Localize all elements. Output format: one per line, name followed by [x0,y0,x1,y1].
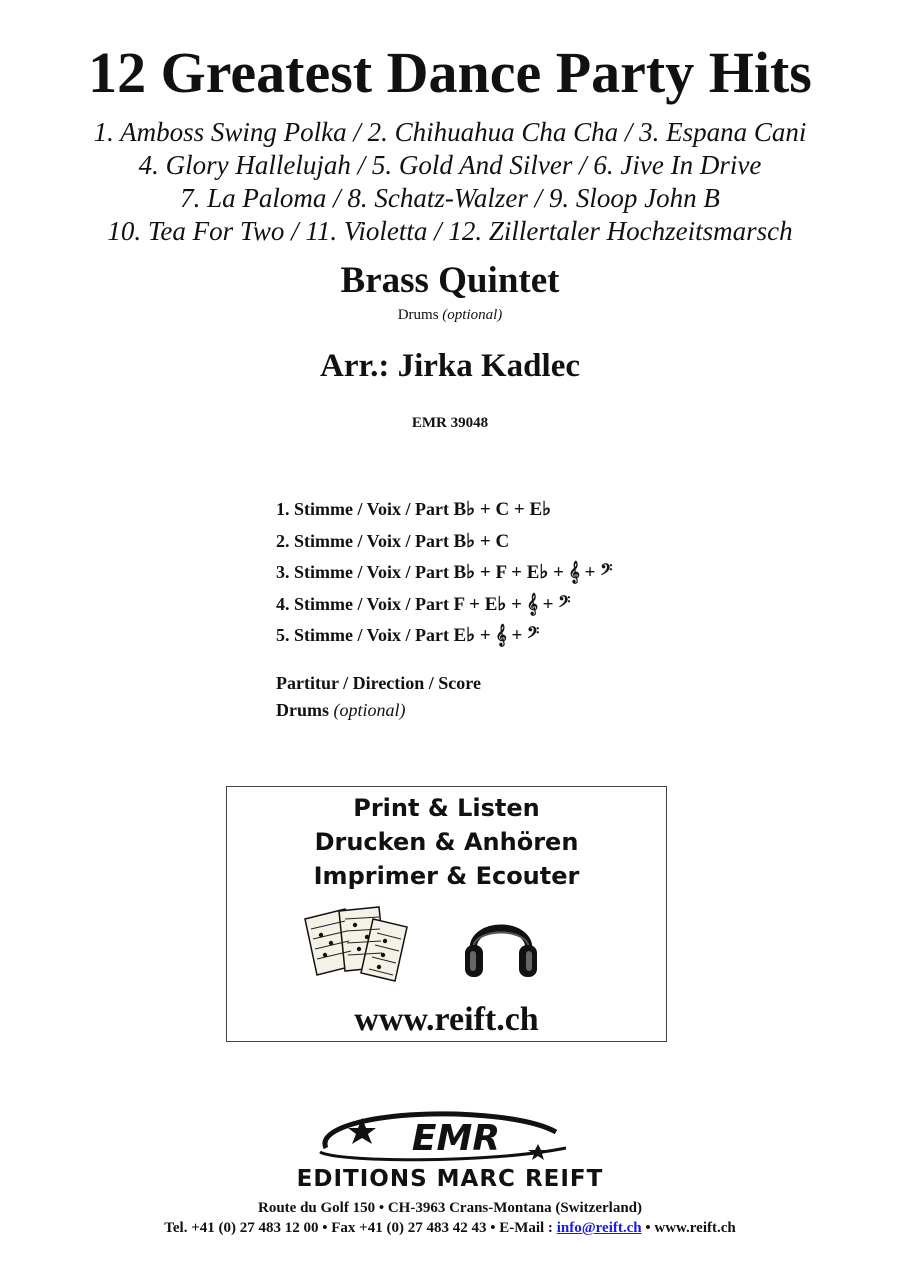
contact-line [0,1218,900,1238]
part-prefix: 4. Stimme / Voix / Part [276,593,449,614]
promo-lines [227,791,666,893]
drums-note-optional: (optional) [442,307,503,323]
part-keys: B♭ + C [453,530,510,552]
part-row [276,557,796,589]
song-list-line: 7. La Paloma / 8. Schatz-Walzer / 9. Sloop John B [180,183,720,213]
part-keys: F + E♭ + 𝄞 + 𝄢 [453,593,571,615]
part-prefix: 5. Stimme / Voix / Part [276,625,449,645]
drums-note-label: Drums [397,307,439,323]
part-keys: B♭ + C + E♭ [453,499,552,520]
catalog-number: EMR 39048 [411,415,489,431]
contact-prefix: Tel. +41 (0) 27 483 12 00 • Fax +41 (0) 27 483 42 43 • E-Mail : [164,1220,557,1236]
score-line: Partitur / Direction / Score [276,673,481,693]
song-list [0,116,900,248]
print-listen-box[interactable] [226,786,667,1042]
song-list-line: 4. Glory Hallelujah / 5. Gold And Silver / 6. Jive In Drive [138,150,762,180]
headphones-icon [463,907,539,981]
emr-logo [306,1108,596,1164]
promo-line: Drucken & Anhören [314,828,579,856]
part-keys: B♭ + F + E♭ + 𝄞 + 𝄢 [453,562,613,583]
part-prefix: 3. Stimme / Voix / Part [276,562,449,582]
page-title: 12 Greatest Dance Party Hits [88,40,812,105]
drums-line-optional: (optional) [333,700,406,720]
sheet-music-icon [299,903,419,983]
ensemble-heading: Brass Quintet [340,260,560,301]
drums-note [0,308,900,323]
promo-line: Print & Listen [353,794,540,822]
contact-suffix: • www.reift.ch [641,1220,736,1236]
part-row [276,494,796,526]
publisher-address [0,1198,900,1238]
drums-line [276,697,481,724]
promo-url[interactable]: www.reift.ch [354,1001,539,1038]
logo-text: EMR [411,1118,501,1159]
part-row [276,620,796,652]
part-prefix: 2. Stimme / Voix / Part [276,530,449,551]
publisher-name: EDITIONS MARC REIFT [296,1166,604,1192]
part-prefix: 1. Stimme / Voix / Part [276,499,449,519]
song-list-line: 10. Tea For Two / 11. Violetta / 12. Zillertaler Hochzeitsmarsch [107,216,793,246]
parts-list [276,494,796,652]
part-row [276,589,796,621]
address-line: Route du Golf 150 • CH-3963 Crans-Montana (Switzerland) [258,1200,642,1216]
promo-line: Imprimer & Ecouter [313,862,580,890]
part-keys: E♭ + 𝄞 + 𝄢 [453,625,540,646]
email-link[interactable]: info@reift.ch [556,1220,642,1236]
part-row [276,526,796,558]
drums-line-label: Drums [276,700,329,720]
song-list-line: 1. Amboss Swing Polka / 2. Chihuahua Cha Cha / 3. Espana Cani [93,117,807,147]
arranger: Arr.: Jirka Kadlec [320,348,580,384]
extras-list [276,670,481,724]
